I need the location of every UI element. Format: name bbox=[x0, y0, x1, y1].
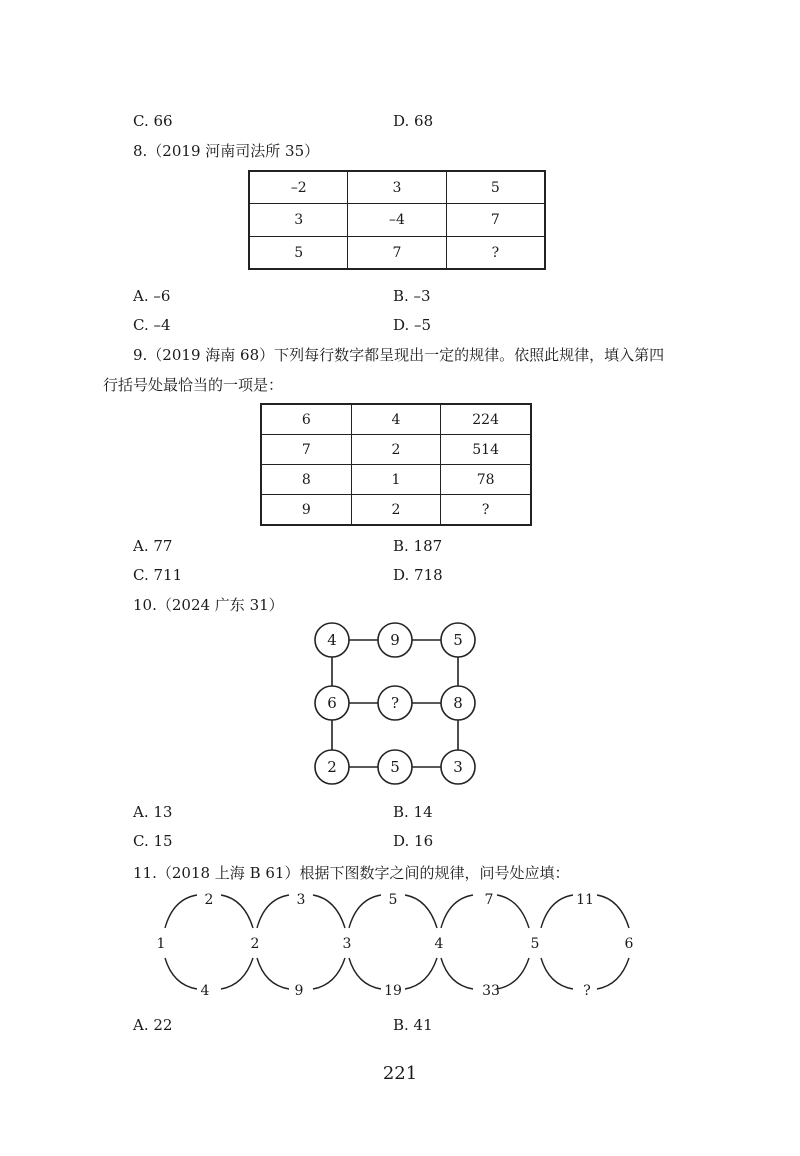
table-cell: 7 bbox=[261, 435, 351, 465]
q11-title: 11.（2018 上海 B 61）根据下图数字之间的规律，问号处应填： bbox=[133, 864, 570, 882]
middle-number: 1 bbox=[156, 936, 166, 952]
page-number: 221 bbox=[382, 1063, 418, 1084]
table-cell: –4 bbox=[348, 204, 446, 237]
node-value: 8 bbox=[453, 694, 463, 712]
q7-option-d: D. 68 bbox=[393, 112, 434, 130]
top-number: 3 bbox=[296, 892, 306, 908]
table-cell: 3 bbox=[249, 204, 348, 237]
bottom-number: 19 bbox=[384, 983, 402, 999]
q10-option-b: B. 14 bbox=[393, 803, 433, 821]
top-number: 11 bbox=[576, 892, 594, 908]
table-row bbox=[249, 204, 545, 237]
table-cell: 3 bbox=[348, 171, 446, 204]
middle-number: 6 bbox=[624, 936, 634, 952]
bottom-number: ? bbox=[583, 983, 591, 999]
table-cell: 1 bbox=[351, 465, 441, 495]
table-cell: 78 bbox=[441, 465, 531, 495]
table-cell: 5 bbox=[446, 171, 545, 204]
q8-option-b: B. –3 bbox=[393, 287, 431, 305]
table-cell: 2 bbox=[351, 435, 441, 465]
table-cell: ? bbox=[446, 237, 545, 270]
middle-number: 4 bbox=[434, 936, 444, 952]
table-cell: 6 bbox=[261, 404, 351, 435]
table-row bbox=[261, 435, 531, 465]
table-row bbox=[261, 465, 531, 495]
table-row bbox=[249, 237, 545, 270]
q11-diagram bbox=[140, 885, 660, 1005]
q11-option-b: B. 41 bbox=[393, 1016, 433, 1034]
q10-title: 10.（2024 广东 31） bbox=[133, 596, 284, 614]
q8-title: 8.（2019 河南司法所 35） bbox=[133, 142, 320, 160]
q9-option-a: A. 77 bbox=[133, 537, 173, 555]
q8-option-d: D. –5 bbox=[393, 316, 432, 334]
table-row bbox=[261, 495, 531, 526]
bottom-number: 9 bbox=[294, 983, 304, 999]
node-value: 2 bbox=[327, 758, 337, 776]
q10-option-d: D. 16 bbox=[393, 832, 434, 850]
bottom-number: 4 bbox=[200, 983, 210, 999]
q9-option-b: B. 187 bbox=[393, 537, 443, 555]
top-number: 7 bbox=[484, 892, 494, 908]
table-cell: 9 bbox=[261, 495, 351, 526]
table-cell: –2 bbox=[249, 171, 348, 204]
node-value: 5 bbox=[453, 631, 463, 649]
bottom-number: 33 bbox=[482, 983, 500, 999]
q9-table bbox=[260, 403, 532, 526]
table-row bbox=[261, 404, 531, 435]
table-cell: 5 bbox=[249, 237, 348, 270]
table-cell: 4 bbox=[351, 404, 441, 435]
table-cell: 224 bbox=[441, 404, 531, 435]
top-number: 2 bbox=[204, 892, 214, 908]
q10-option-a: A. 13 bbox=[133, 803, 173, 821]
node-value: 4 bbox=[327, 631, 337, 649]
table-cell: 7 bbox=[348, 237, 446, 270]
q8-table bbox=[248, 170, 546, 270]
node-value: 9 bbox=[390, 631, 400, 649]
q7-option-c: C. 66 bbox=[133, 112, 173, 130]
table-cell: 7 bbox=[446, 204, 545, 237]
q9-option-c: C. 711 bbox=[133, 566, 183, 584]
q8-option-c: C. –4 bbox=[133, 316, 171, 334]
middle-number: 3 bbox=[342, 936, 352, 952]
table-cell: ? bbox=[441, 495, 531, 526]
middle-number: 2 bbox=[250, 936, 260, 952]
q9-title-line1: 9.（2019 海南 68）下列每行数字都呈现出一定的规律。依照此规律，填入第四 bbox=[133, 346, 665, 364]
q9-option-d: D. 718 bbox=[393, 566, 443, 584]
table-cell: 8 bbox=[261, 465, 351, 495]
middle-number: 5 bbox=[530, 936, 540, 952]
table-row bbox=[249, 171, 545, 204]
q10-option-c: C. 15 bbox=[133, 832, 173, 850]
node-value: ? bbox=[390, 694, 400, 712]
q8-option-a: A. –6 bbox=[133, 287, 171, 305]
table-cell: 2 bbox=[351, 495, 441, 526]
table-cell: 514 bbox=[441, 435, 531, 465]
node-value: 5 bbox=[390, 758, 400, 776]
q10-diagram bbox=[300, 615, 500, 795]
node-value: 3 bbox=[453, 758, 463, 776]
node-value: 6 bbox=[327, 694, 337, 712]
q11-option-a: A. 22 bbox=[133, 1016, 173, 1034]
top-number: 5 bbox=[388, 892, 398, 908]
q9-title-line2: 行括号处最恰当的一项是： bbox=[103, 376, 284, 394]
